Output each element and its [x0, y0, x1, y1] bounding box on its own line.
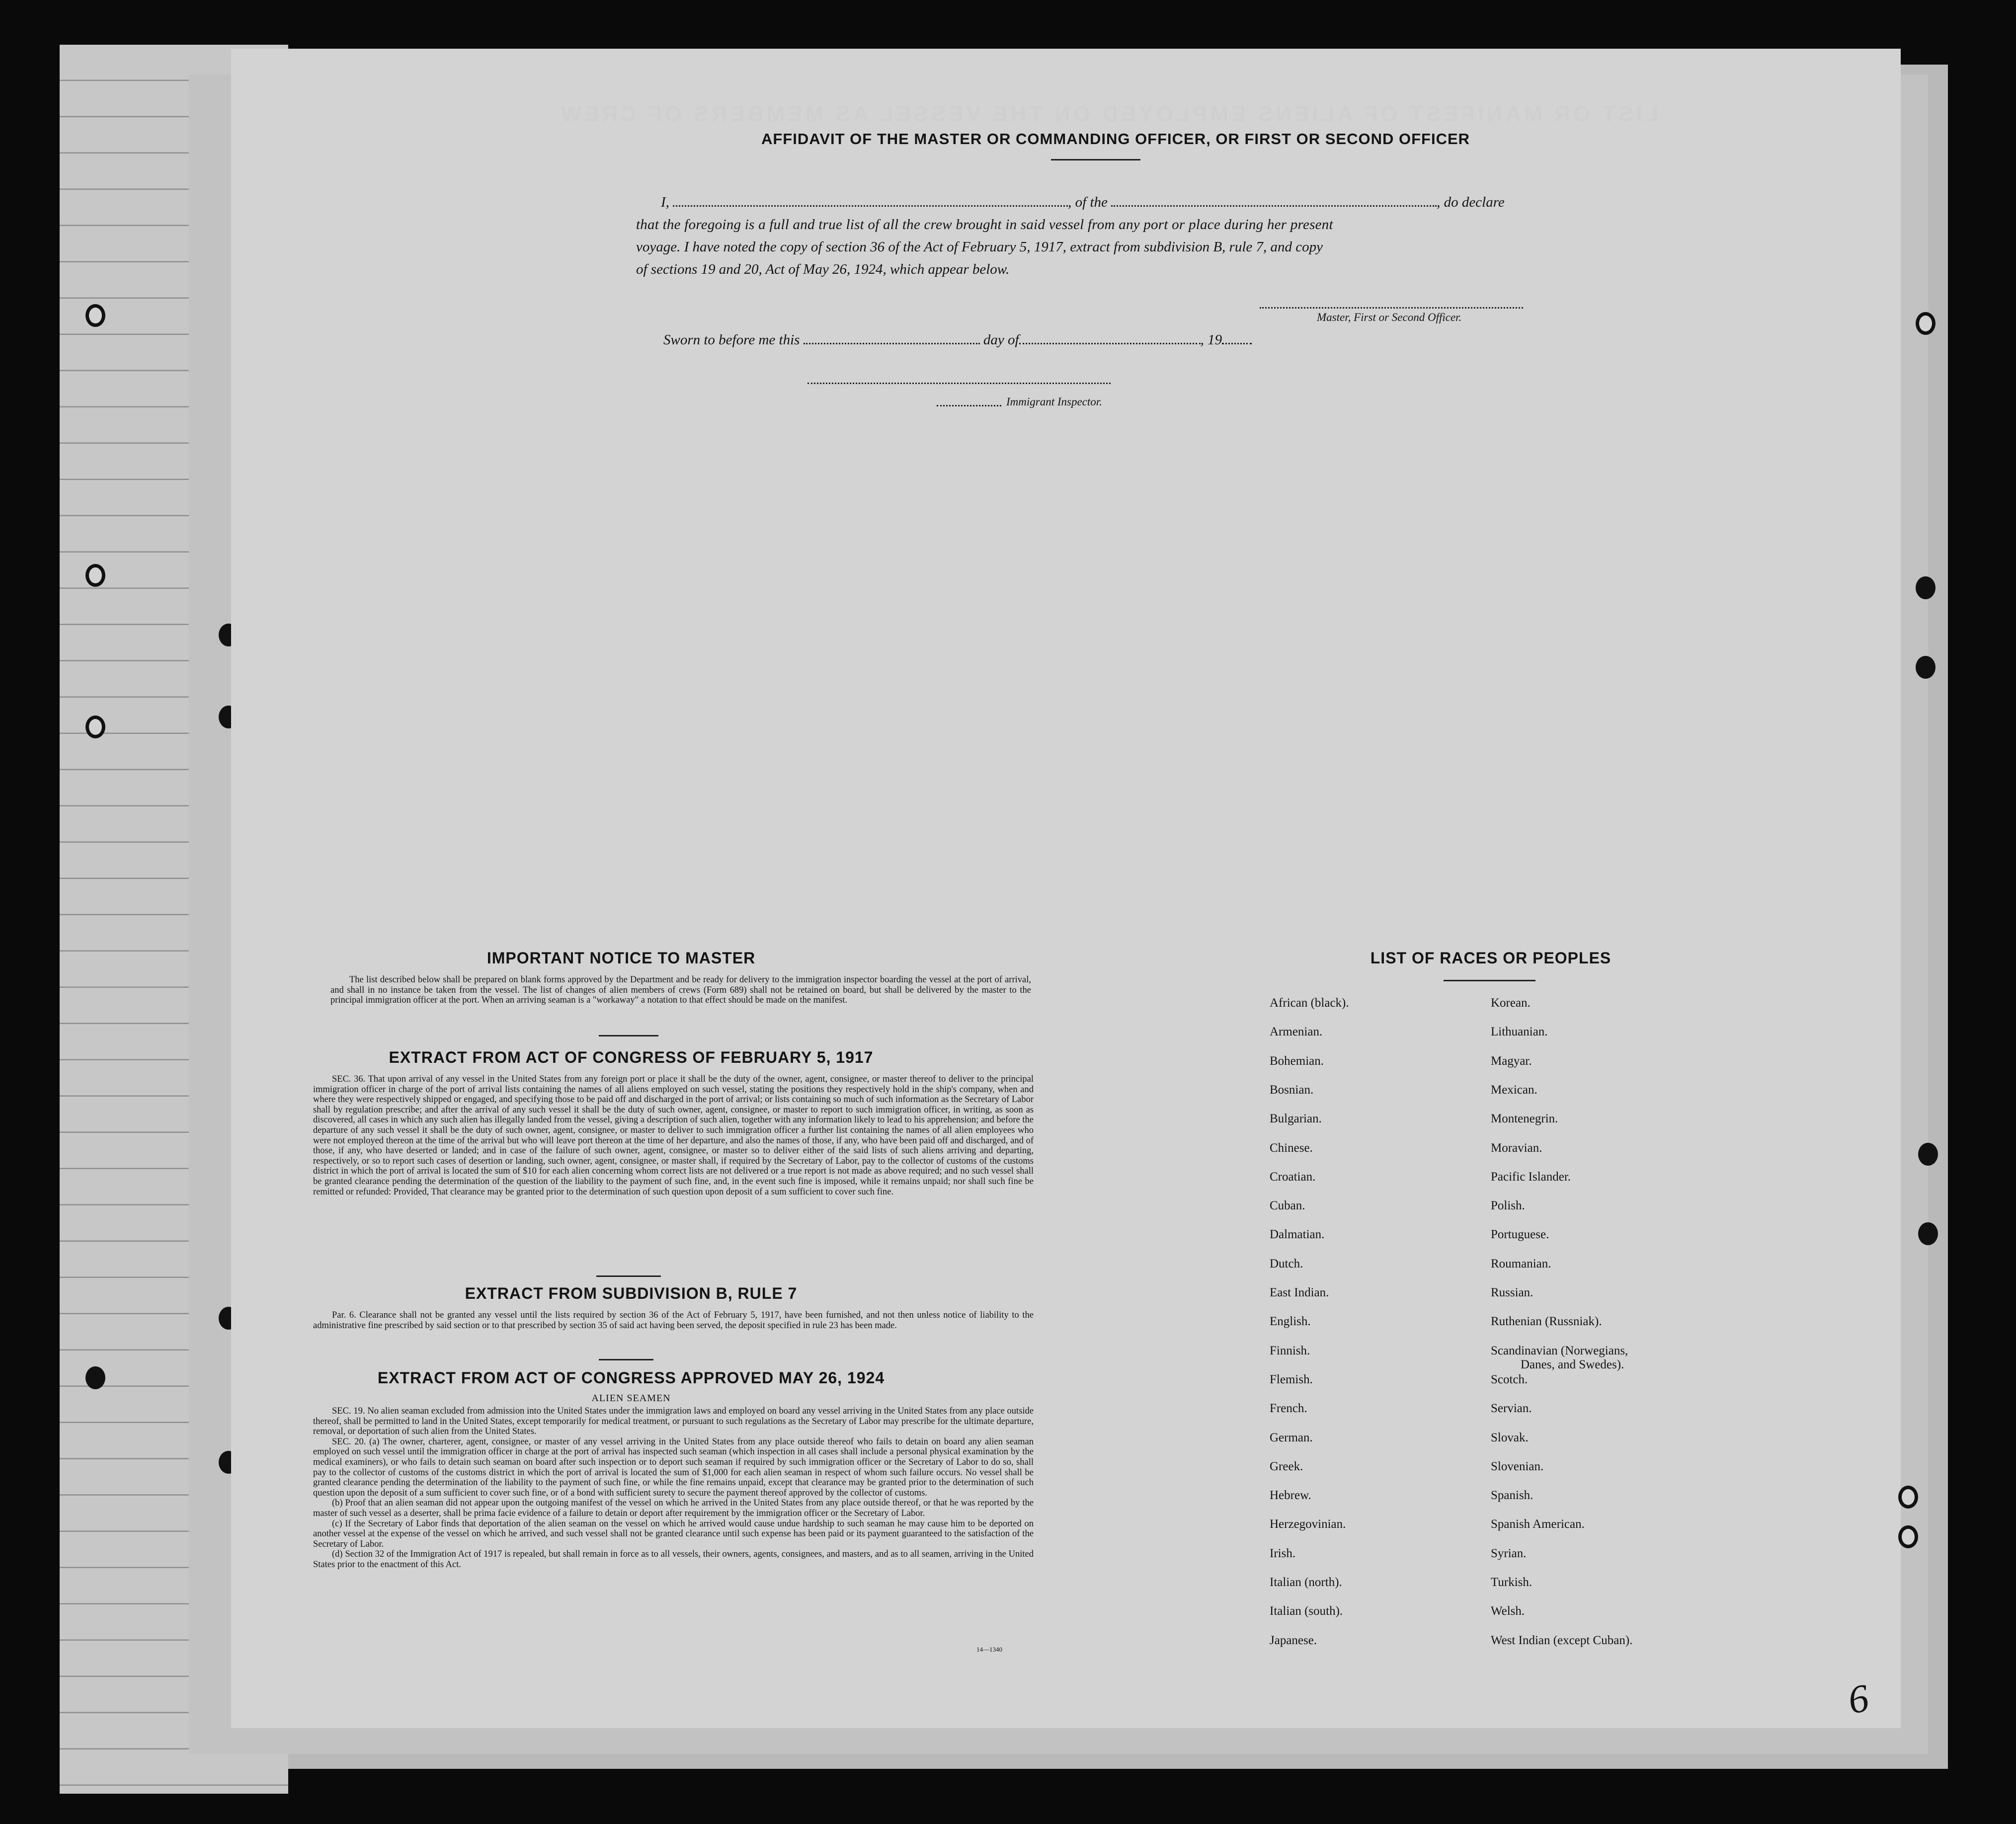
- race-item: Armenian.: [1270, 1025, 1323, 1039]
- affidavit-of-the: , of the: [1068, 194, 1108, 210]
- race-item: Pacific Islander.: [1491, 1170, 1571, 1184]
- race-item: African (black).: [1270, 996, 1349, 1010]
- sworn-day-blank[interactable]: [804, 334, 980, 344]
- section-20c-text: (c) If the Secretary of Labor finds that deportation of the alien seaman on the vessel on which he arrived would cause undue hardship to such seaman he may cause him to be deported on another vessel at the expense of the vessel on which he arrived, and such vessel shall not be granted clearance until such expense has been paid or its payment guaranteed to the satisfaction of the Secretary of Labor.: [313, 1518, 1034, 1549]
- race-item: Scotch.: [1491, 1372, 1528, 1386]
- race-item: Flemish.: [1270, 1372, 1313, 1386]
- race-item: East Indian.: [1270, 1286, 1329, 1299]
- extract-rule7-title: EXTRACT FROM SUBDIVISION B, RULE 7: [465, 1284, 798, 1302]
- section-20a-text: SEC. 20. (a) The owner, charterer, agent, consignee, or master of any vessel arriving in the United States from any place outside thereof who fails to detain on board any alien seaman employed on such vessel until the immigration officer in charge at the port of arrival has inspected such seaman (which inspection in all cases shall include a personal physical examination by the medical examiners), or who fails to detain such seaman on board after such inspection or to deport such seaman if required by such immigration officer or the Secretary of Labor to do so, shall pay to the collector of customs of the customs district in which the port of arrival is located the sum of $1,000 for each alien seaman in respect of whom such failure occurs. No vessel shall be granted clearance pending the determination of the liability to the payment of such fine, or while the fine remains unpaid, except that clearance may be granted prior to the determination of such question upon the deposit of a sum sufficient to cover such fine, or of a bond with sufficient surety to secure the payment thereof approved by the collector of customs.: [313, 1436, 1034, 1498]
- binder-hole: [1916, 656, 1935, 679]
- races-title: LIST OF RACES OR PEOPLES: [1370, 949, 1612, 967]
- master-signature-label: Master, First or Second Officer.: [1317, 311, 1462, 323]
- sworn-prefix: Sworn to before me this: [663, 332, 800, 348]
- race-item: English.: [1270, 1315, 1311, 1329]
- affidavit-i: I,: [661, 194, 669, 210]
- handwritten-page-number: 6: [1845, 1676, 1872, 1723]
- affidavit-line-4: of sections 19 and 20, Act of May 26, 1924, which appear below.: [636, 261, 1010, 277]
- race-item: Mexican.: [1491, 1083, 1537, 1097]
- sworn-day-of: day of: [983, 332, 1019, 348]
- race-item: Montenegrin.: [1491, 1112, 1558, 1126]
- race-item: Greek.: [1270, 1459, 1303, 1473]
- race-item: Ruthenian (Russniak).: [1491, 1315, 1602, 1329]
- form-number: 14—1340: [976, 1646, 1002, 1653]
- race-item: Moravian.: [1491, 1141, 1542, 1155]
- binder-hole: [85, 715, 105, 738]
- race-item: Italian (north).: [1270, 1576, 1342, 1589]
- race-item: Croatian.: [1270, 1170, 1316, 1184]
- binder-hole: [1918, 1222, 1938, 1245]
- binder-hole: [85, 1366, 105, 1389]
- affidavit-line-1: [636, 191, 1570, 214]
- affidavit-text: [636, 191, 1570, 281]
- title-rule: [1051, 159, 1140, 160]
- race-item: Scandinavian (Norwegians,: [1491, 1344, 1628, 1357]
- race-item: Magyar.: [1491, 1054, 1532, 1068]
- sworn-month-blank[interactable]: [1019, 334, 1201, 344]
- race-item: Slovak.: [1491, 1430, 1529, 1444]
- race-item: Chinese.: [1270, 1141, 1313, 1155]
- race-item: French.: [1270, 1402, 1307, 1416]
- notice-body: [330, 975, 1031, 1006]
- race-item-continued: Danes, and Swedes).: [1521, 1357, 1624, 1371]
- race-item: West Indian (except Cuban).: [1491, 1633, 1633, 1647]
- race-item: Turkish.: [1491, 1576, 1532, 1589]
- binder-hole: [85, 304, 105, 327]
- master-signature-line[interactable]: [1260, 307, 1523, 309]
- binder-hole: [1918, 1143, 1938, 1166]
- extract-1917-body: [313, 1074, 1034, 1197]
- binder-hole: [1916, 312, 1935, 335]
- race-item: Japanese.: [1270, 1633, 1317, 1647]
- race-item: Syrian.: [1491, 1546, 1527, 1560]
- race-item: Roumanian.: [1491, 1257, 1551, 1270]
- binder-hole: [1916, 576, 1935, 599]
- bleedthrough-title: LIST OR MANIFEST OF ALIENS EMPLOYED ON THE VESSEL AS MEMBERS OF CREW: [558, 102, 1659, 126]
- race-item: Spanish American.: [1491, 1517, 1585, 1531]
- extract-1924-body: [313, 1406, 1034, 1570]
- notice-body-text: The list described below shall be prepared on blank forms approved by the Department and be ready for delivery to the immigration inspector boarding the vessel at the port of arrival, and shall in no instance be taken from the vessel. The list of changes of alien members of crews (Form 689) shall not be retained on board, but shall be delivered by the master to the principal immigration officer at the port. When an arriving seaman is a "workaway" a notation to that effect should be made on the manifest.: [330, 975, 1031, 1006]
- race-item: Russian.: [1491, 1286, 1533, 1299]
- race-item: Polish.: [1491, 1199, 1525, 1213]
- sworn-year-blank[interactable]: [1222, 334, 1252, 344]
- extract-1917-rule: [596, 1275, 661, 1277]
- race-item: Korean.: [1491, 996, 1531, 1010]
- race-item: Servian.: [1491, 1402, 1532, 1416]
- affidavit-line-2: that the foregoing is a full and true list of all the crew brought in said vessel from any port or place during her present: [636, 217, 1333, 233]
- inspector-signature-line[interactable]: [807, 383, 1111, 384]
- affidavit-title: AFFIDAVIT OF THE MASTER OR COMMANDING OFFICER, OR FIRST OR SECOND OFFICER: [761, 130, 1470, 148]
- race-item: German.: [1270, 1430, 1313, 1444]
- inspector-dots: [937, 405, 1001, 406]
- race-item: Welsh.: [1491, 1604, 1525, 1618]
- extract-1924-subtitle: ALIEN SEAMEN: [591, 1393, 671, 1404]
- sworn-statement: [663, 332, 1252, 348]
- binder-hole: [85, 564, 105, 587]
- extract-rule7-text: Par. 6. Clearance shall not be granted any vessel until the lists required by section 36 of the Act of February 5, 1917, have been furnished, and not then unless notice of liability to the administrative fine prescribed by said section or to that prescribed by section 35 of said act having been served, the deposit specified in rule 23 has been made.: [313, 1310, 1034, 1331]
- race-item: Portuguese.: [1491, 1228, 1549, 1242]
- inspector-label: Immigrant Inspector.: [1006, 396, 1102, 408]
- race-item: Hebrew.: [1270, 1489, 1311, 1503]
- affidavit-line-3: voyage. I have noted the copy of section 36 of the Act of February 5, 1917, extract from subdivision B, rule 7, and copy: [636, 239, 1323, 255]
- race-item: Bosnian.: [1270, 1083, 1314, 1097]
- race-item: Dalmatian.: [1270, 1228, 1325, 1242]
- races-rule: [1444, 980, 1535, 981]
- sworn-year: , 19: [1200, 332, 1222, 348]
- vessel-blank[interactable]: [1111, 196, 1437, 207]
- extract-rule7-rule: [599, 1359, 653, 1360]
- affidavit-do-declare: , do declare: [1437, 194, 1505, 210]
- notice-rule: [599, 1035, 658, 1036]
- race-item: Bohemian.: [1270, 1054, 1324, 1068]
- race-item: Bulgarian.: [1270, 1112, 1322, 1126]
- race-item: Herzegovinian.: [1270, 1517, 1346, 1531]
- extract-1917-text: SEC. 36. That upon arrival of any vessel in the United States from any foreign port or place it shall be the duty of the owner, agent, consignee, or master thereof to deliver to the principal immigration officer in charge of the port of arrival lists containing the names of all aliens employed on such vessel, stating the positions they respectively hold in the ship's company, when and where they were respectively shipped or engaged, and specifying those to be paid off and discharged in the port of arrival; or lists containing so much of such information as the Secretary of Labor shall by regulation prescribe; and after the arrival of any such vessel it shall be the duty of such owner, agent, consignee, or master to report to such immigration officer, in writing, as soon as discovered, all cases in which any such alien has illegally landed from the vessel, giving a description of such alien, together with any information likely to lead to his apprehension; and before the departure of any such vessel it shall be the duty of such owner, agent, consignee, or master to deliver to such immigration officer a further list containing the names of all alien employees who were not employed thereon at the time of the arrival but who will leave port thereon at the time of her departure, and also the names of those, if any, who have been paid off and discharged, and of those, if any, who have deserted or landed; and in case of the failure of such owner, agent, consignee, or master so to deliver either of the said lists of such aliens arriving and departing, respectively, or so to report such cases of desertion or landing, such owner, agent, consignee, or master shall, if required by the Secretary of Labor, pay to the collector of customs of the customs district in which the port of arrival is located the sum of $10 for each alien concerning whom correct lists are not delivered or a true report is not made as above required; and no such vessel shall be granted clearance pending the determination of the question of the liability to the payment of such fine, and, in the event such fine is imposed, while it remains unpaid; nor shall such fine be remitted or refunded: Provided, That clearance may be granted prior to the determination of such question upon deposit of a sum sufficient to cover such fine.: [313, 1074, 1034, 1197]
- section-20d-text: (d) Section 32 of the Immigration Act of 1917 is repealed, but shall remain in force as to all vessels, their owners, agents, consignees, and masters, and as to all seamen, arriving in the United States prior to the enactment of this Act.: [313, 1549, 1034, 1570]
- race-item: Slovenian.: [1491, 1459, 1544, 1473]
- binder-hole: [1898, 1486, 1918, 1508]
- extract-1924-title: EXTRACT FROM ACT OF CONGRESS APPROVED MAY 26, 1924: [377, 1369, 885, 1387]
- notice-title: IMPORTANT NOTICE TO MASTER: [486, 949, 756, 967]
- extract-1917-title: EXTRACT FROM ACT OF CONGRESS OF FEBRUARY 5, 1917: [389, 1048, 874, 1066]
- race-item: Cuban.: [1270, 1199, 1305, 1213]
- section-20b-text: (b) Proof that an alien seaman did not appear upon the outgoing manifest of the vessel on which he arrived in the United States from any place outside thereof, or that he was reported by the master of such vessel as a deserter, shall be prima facie evidence of a failure to detain or deport after requirement by the immigration officer or the Secretary of Labor.: [313, 1498, 1034, 1518]
- binder-hole: [1898, 1525, 1918, 1548]
- race-item: Italian (south).: [1270, 1604, 1343, 1618]
- race-item: Lithuanian.: [1491, 1025, 1548, 1039]
- extract-rule7-body: [313, 1310, 1034, 1331]
- name-blank[interactable]: [673, 196, 1068, 207]
- section-19-text: SEC. 19. No alien seaman excluded from admission into the United States under the immigration laws and employed on board any vessel arriving in the United States from any place outside thereof, shall be permitted to land in the United States, except temporarily for medical treatment, or pursuant to such regulations as the Secretary of Labor may prescribe for the ultimate departure, removal, or deportation of such alien from the United States.: [313, 1406, 1034, 1437]
- race-item: Dutch.: [1270, 1257, 1303, 1270]
- race-item: Finnish.: [1270, 1344, 1310, 1357]
- race-item: Spanish.: [1491, 1489, 1533, 1503]
- race-item: Irish.: [1270, 1546, 1296, 1560]
